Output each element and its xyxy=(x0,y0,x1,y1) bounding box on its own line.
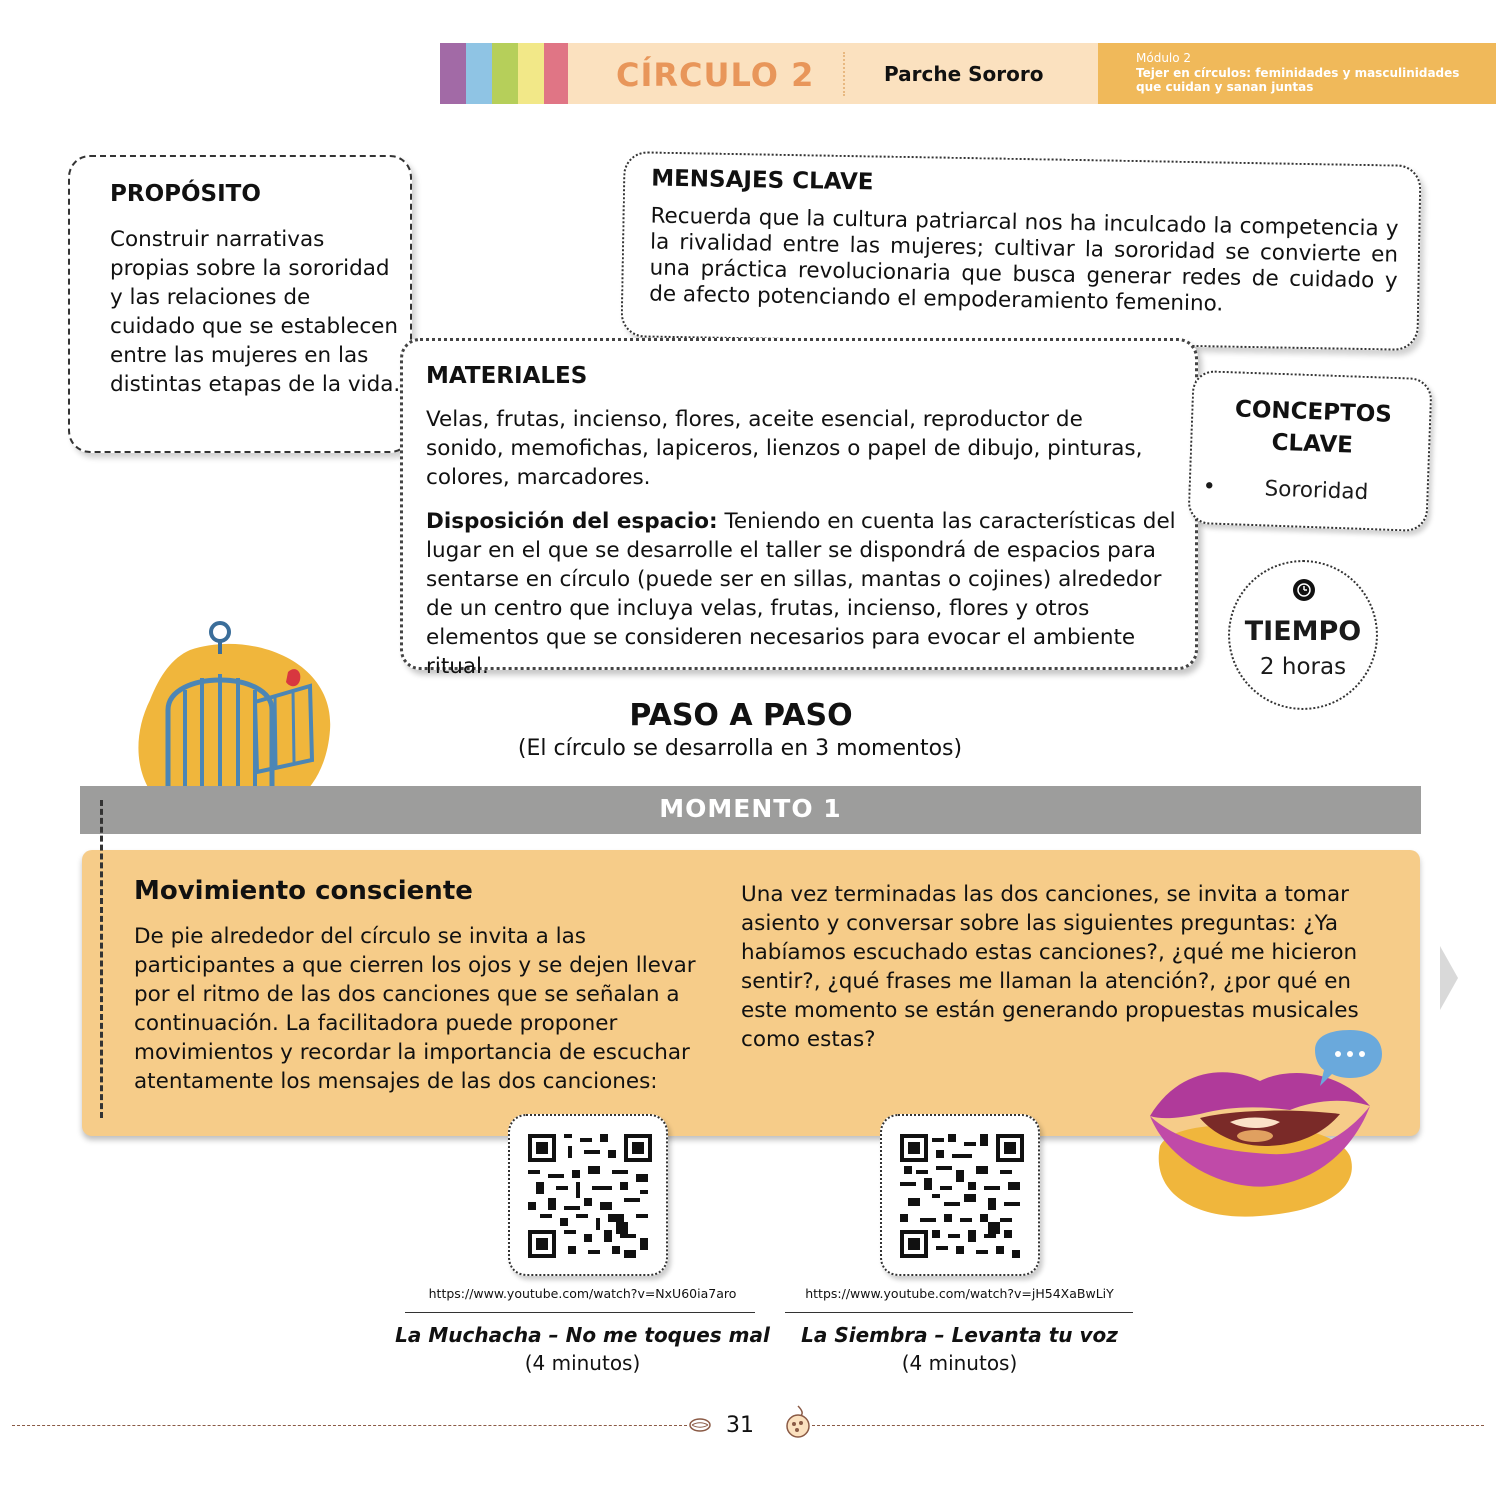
header-stripe-pink xyxy=(544,43,570,104)
song-2-title: La Siembra – Levanta tu voz xyxy=(801,1323,1118,1347)
song-1-divider xyxy=(405,1312,755,1313)
qr-code-icon[interactable] xyxy=(900,1134,1024,1258)
disposicion-text: Teniendo en cuenta las características del lugar en el que se desarrolle el taller se dispondrá de espacios para sentarse en círculo (puede ser en sillas, mantas o cojines) alrededor de un centro que incluya velas, frutas, incienso, flores y otros elementos que se consideren necesarios para evocar el ambiente ritual. xyxy=(426,509,1176,679)
song-2-url[interactable]: https://www.youtube.com/watch?v=jH54XaBwLiY xyxy=(805,1286,1114,1301)
conceptos-clave-box xyxy=(1187,370,1432,532)
circle-name: Parche Sororo xyxy=(884,62,1044,86)
mensajes-clave-box xyxy=(620,151,1421,351)
lips-speech-bubble-illustration xyxy=(1140,1026,1390,1226)
disposicion-paragraph xyxy=(426,507,1182,681)
movimiento-text: De pie alrededor del círculo se invita a las participantes a que cierren los ojos y se dejen llevar por el ritmo de las dos canciones que se señalan a continuación. La facilitadora puede proponer movimientos y recordar la importancia de escuchar atentamente los mensajes de las dos canciones: xyxy=(134,924,696,1094)
paso-a-paso-title: PASO A PASO xyxy=(629,698,853,733)
concepto-item: Sororidad xyxy=(1264,476,1369,506)
mensajes-text: Recuerda que la cultura patriarcal nos ha inculcado la competencia y la rivalidad entre las mujeres; cultivar la sororidad se convierte en una práctica revolucionaria que busca generar redes de cuidado y de afecto potenciando el empoderamiento femenino. xyxy=(648,203,1399,317)
header-stripe-green xyxy=(492,43,518,104)
conceptos-title-line2: CLAVE xyxy=(1271,429,1354,459)
materiales-box xyxy=(400,338,1198,679)
conceptos-title-line1: CONCEPTOS xyxy=(1234,396,1393,428)
footer-line-left xyxy=(12,1425,687,1426)
dashed-vertical-line xyxy=(100,800,103,1118)
header-stripe-blue xyxy=(466,43,492,104)
footer-line-right xyxy=(812,1425,1484,1426)
qr-code-icon[interactable] xyxy=(528,1134,652,1258)
song-1-url[interactable]: https://www.youtube.com/watch?v=NxU60ia7aro xyxy=(428,1286,737,1301)
song-2-divider xyxy=(785,1312,1133,1313)
header-separator xyxy=(843,52,845,96)
movimiento-title: Movimiento consciente xyxy=(134,876,473,906)
bullet-icon: • xyxy=(1202,474,1217,500)
materiales-title: MATERIALES xyxy=(426,363,588,389)
seed-ornament-icon xyxy=(784,1404,812,1440)
song-2-duration: (4 minutos) xyxy=(901,1351,1018,1375)
tiempo-title: TIEMPO xyxy=(1244,616,1362,647)
disposicion-label: Disposición del espacio: xyxy=(426,509,718,534)
circle-label: CÍRCULO 2 xyxy=(616,56,815,94)
page-number: 31 xyxy=(726,1413,754,1438)
leaf-ornament-icon xyxy=(688,1417,712,1433)
qr-card-song-2[interactable] xyxy=(880,1114,1040,1276)
conceptos-title xyxy=(1192,392,1434,464)
mensajes-title: MENSAJES CLAVE xyxy=(650,165,874,196)
song-1-duration: (4 minutos) xyxy=(524,1351,641,1375)
proposito-title: PROPÓSITO xyxy=(110,181,261,207)
qr-card-song-1[interactable] xyxy=(508,1114,668,1276)
clock-icon xyxy=(1292,578,1316,602)
proposito-box xyxy=(68,155,412,453)
proposito-text: Construir narrativas propias sobre la sororidad y las relaciones de cuidado que se establecen entre las mujeres en las distintas etapas de la vida. xyxy=(110,227,401,397)
header-stripe-yellow xyxy=(518,43,544,104)
module-title: Tejer en círculos: feminidades y masculinidades que cuidan y sanan juntas xyxy=(1136,66,1460,94)
module-label: Módulo 2 xyxy=(1136,51,1192,65)
header-stripe-purple xyxy=(440,43,466,104)
momento-label: MOMENTO 1 xyxy=(659,794,842,823)
tiempo-value: 2 horas xyxy=(1259,654,1347,680)
song-1-title: La Muchacha – No me toques mal xyxy=(395,1323,770,1347)
next-page-arrow-icon[interactable] xyxy=(1440,946,1458,1010)
paso-a-paso-subtitle: (El círculo se desarrolla en 3 momentos) xyxy=(517,736,963,761)
preguntas-text: Una vez terminadas las dos canciones, se invita a tomar asiento y conversar sobre las siguientes preguntas: ¿Ya habíamos escuchado estas canciones?, ¿qué me hicieron sentir?, ¿qué frases me llaman la atención?, ¿por qué en este momento se están generando propuestas musicales como estas? xyxy=(741,882,1359,1052)
tiempo-circle xyxy=(1228,560,1378,710)
materiales-text: Velas, frutas, incienso, flores, aceite esencial, reproductor de sonido, memofichas, lapiceros, lienzos o papel de dibujo, pinturas, colores, marcadores. xyxy=(426,407,1143,490)
